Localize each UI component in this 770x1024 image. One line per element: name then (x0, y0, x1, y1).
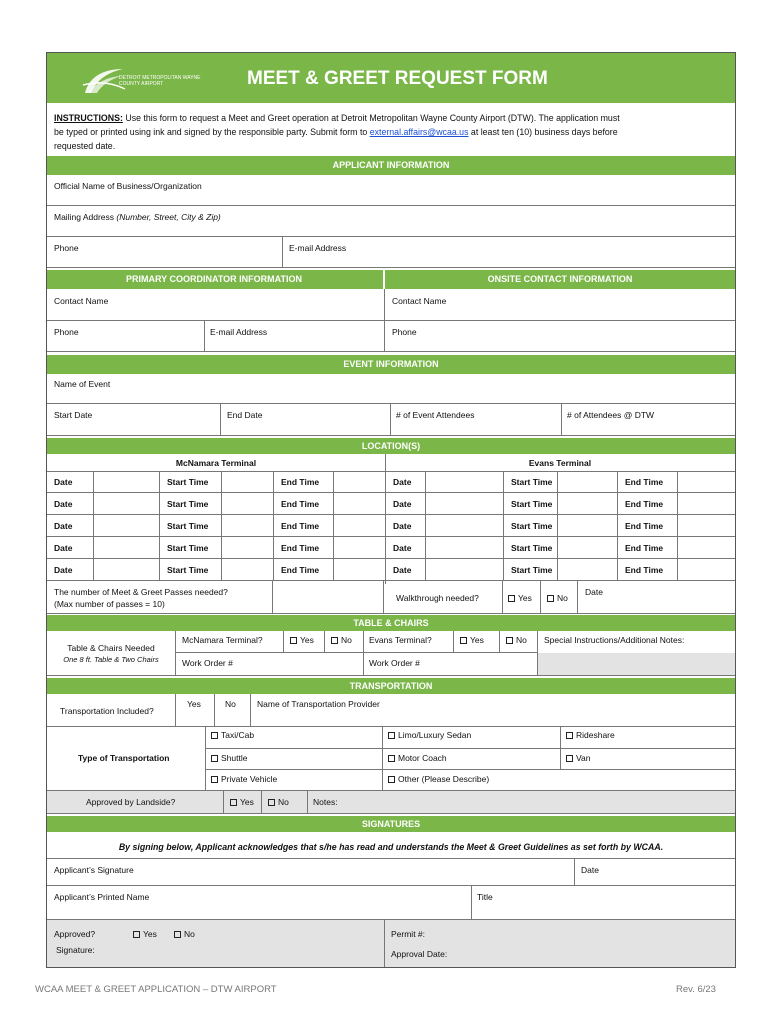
location-input-cell[interactable] (221, 471, 273, 493)
end-label: End Time (617, 537, 677, 559)
start-label: Start Time (503, 471, 557, 493)
checkbox-icon (566, 732, 573, 739)
logo-text-line-2: COUNTY AIRPORT (119, 81, 164, 87)
checkbox-icon (566, 755, 573, 762)
location-input-cell[interactable] (557, 471, 617, 493)
taxi-option[interactable] (211, 730, 254, 741)
instructions (54, 111, 730, 153)
date-label: Date (47, 515, 93, 537)
end-label: End Time (273, 515, 333, 537)
limo-option[interactable] (388, 730, 471, 741)
evans-tables-yes[interactable] (460, 635, 484, 646)
checkbox-icon (174, 931, 181, 938)
location-input-cell[interactable] (677, 537, 735, 559)
end-date-field[interactable]: End Date (227, 410, 263, 420)
event-attendees-field[interactable]: # of Event Attendees (396, 410, 475, 420)
business-name-field[interactable]: Official Name of Business/Organization (54, 181, 202, 191)
location-input-cell[interactable] (425, 515, 503, 537)
evans-heading: Evans Terminal (528, 458, 592, 468)
location-input-cell[interactable] (333, 471, 385, 493)
location-input-cell[interactable] (677, 515, 735, 537)
onsite-contact-heading: ONSITE CONTACT INFORMATION (487, 274, 633, 284)
applicant-phone-field[interactable]: Phone (54, 243, 79, 253)
footer-left: WCAA MEET & GREET APPLICATION – DTW AIRPORT (35, 984, 277, 995)
checkbox-icon (460, 637, 467, 644)
primary-coordinator-heading: PRIMARY COORDINATOR INFORMATION (126, 274, 302, 284)
passes-needed-label (54, 586, 228, 610)
instructions-label: INSTRUCTIONS: (54, 113, 123, 123)
walkthrough-label: Walkthrough needed? (396, 593, 479, 603)
location-input-cell[interactable] (221, 559, 273, 581)
evans-no-label: No (516, 635, 527, 645)
location-input-cell[interactable] (221, 515, 273, 537)
checkbox-icon (133, 931, 140, 938)
email-link[interactable]: external.affairs@wcaa.us (369, 127, 469, 137)
location-input-cell[interactable] (93, 471, 159, 493)
checkbox-icon (331, 637, 338, 644)
approved-yes-label: Yes (143, 929, 157, 939)
checkbox-icon (388, 755, 395, 762)
instructions-text-3: requested date. (54, 141, 116, 151)
event-name-field[interactable]: Name of Event (54, 379, 111, 389)
onsite-phone-field[interactable]: Phone (392, 327, 417, 337)
location-input-cell[interactable] (557, 559, 617, 581)
other-option[interactable] (388, 774, 489, 785)
locations-heading: LOCATION(S) (47, 438, 735, 454)
title-field[interactable]: Title (477, 892, 493, 902)
landside-yes-label: Yes (240, 797, 254, 807)
end-label: End Time (273, 537, 333, 559)
staff-signature-field[interactable]: Signature: (56, 945, 95, 955)
date-label: Date (385, 471, 425, 493)
transport-heading: TRANSPORTATION (47, 678, 735, 694)
limo-label: Limo/Luxury Sedan (398, 730, 472, 740)
start-label: Start Time (503, 559, 557, 581)
permit-number-field[interactable]: Permit #: (391, 929, 426, 939)
start-label: Start Time (503, 515, 557, 537)
start-label: Start Time (159, 471, 221, 493)
location-input-cell[interactable] (93, 515, 159, 537)
location-input-cell[interactable] (93, 537, 159, 559)
approved-no-label: No (184, 929, 195, 939)
approved-label: Approved? (54, 929, 96, 939)
landside-yes[interactable] (230, 797, 254, 808)
checkbox-icon (547, 595, 554, 602)
location-input-cell[interactable] (425, 493, 503, 515)
checkbox-icon (388, 776, 395, 783)
event-heading: EVENT INFORMATION (47, 355, 735, 374)
location-input-cell[interactable] (677, 559, 735, 581)
location-input-cell[interactable] (425, 537, 503, 559)
logo-text-line-1: DETROIT METROPOLITAN WAYNE (119, 75, 201, 81)
mcnamara-yes-label: Yes (300, 635, 314, 645)
van-option[interactable] (566, 753, 591, 764)
start-label: Start Time (159, 559, 221, 581)
instructions-text-2a: be typed or printed using ink and signed by the responsible party. Submit form to (54, 127, 370, 137)
checkbox-icon (211, 776, 218, 783)
location-input-cell[interactable] (221, 493, 273, 515)
signatures-heading: SIGNATURES (47, 816, 735, 832)
form-title: MEET & GREET REQUEST FORM (247, 68, 548, 89)
private-vehicle-label: Private Vehicle (221, 774, 278, 784)
applicant-heading: APPLICANT INFORMATION (47, 156, 735, 175)
table-chairs-hint: One 8 ft. Table & Two Chairs (63, 655, 159, 664)
onsite-contact-name-field[interactable]: Contact Name (392, 296, 447, 306)
location-input-cell[interactable] (557, 515, 617, 537)
checkbox-icon (211, 755, 218, 762)
date-label: Date (385, 537, 425, 559)
mailing-hint: (Number, Street, City & Zip) (114, 212, 221, 222)
end-label: End Time (273, 493, 333, 515)
passes-line-1: The number of Meet & Greet Passes needed? (54, 587, 228, 597)
shaded-cell (538, 653, 735, 675)
taxi-label: Taxi/Cab (221, 730, 255, 740)
evans-tables-question: Evans Terminal? (369, 635, 432, 645)
end-label: End Time (617, 471, 677, 493)
date-label: Date (47, 559, 93, 581)
location-input-cell[interactable] (333, 559, 385, 581)
primary-phone-field[interactable]: Phone (54, 327, 79, 337)
start-label: Start Time (503, 537, 557, 559)
mcnamara-tables-yes[interactable] (290, 635, 314, 646)
date-label: Date (47, 471, 93, 493)
van-label: Van (576, 753, 591, 763)
end-label: End Time (273, 471, 333, 493)
evans-tables-no[interactable] (506, 635, 527, 646)
mcnamara-no-label: No (341, 635, 352, 645)
start-label: Start Time (159, 493, 221, 515)
applicant-email-field[interactable]: E-mail Address (289, 243, 347, 253)
checkbox-icon (388, 732, 395, 739)
landside-no-label: No (278, 797, 289, 807)
start-label: Start Time (159, 537, 221, 559)
signature-statement: By signing below, Applicant acknowledges that s/he has read and understands the Meet & Greet Guidelines as set forth by WCAA. (118, 842, 664, 852)
evans-yes-label: Yes (470, 635, 484, 645)
location-input-cell[interactable] (677, 471, 735, 493)
applicant-signature-field[interactable]: Applicant’s Signature (54, 865, 134, 875)
approved-yes[interactable] (133, 929, 157, 940)
checkbox-icon (230, 799, 237, 806)
private-vehicle-option[interactable] (211, 774, 277, 785)
date-label: Date (47, 537, 93, 559)
mcnamara-work-order[interactable]: Work Order # (182, 658, 233, 668)
transport-provider-field[interactable]: Name of Transportation Provider (257, 699, 380, 709)
location-input-cell[interactable] (557, 493, 617, 515)
walkthrough-no-label: No (557, 593, 568, 603)
end-label: End Time (617, 515, 677, 537)
walkthrough-no[interactable] (547, 593, 568, 604)
approval-date-field[interactable]: Approval Date: (391, 949, 448, 959)
transport-yes[interactable]: Yes (187, 699, 201, 709)
date-label: Date (385, 493, 425, 515)
date-label: Date (385, 559, 425, 581)
table-chairs-needed (47, 642, 175, 666)
location-input-cell[interactable] (333, 515, 385, 537)
date-label: Date (385, 515, 425, 537)
location-input-cell[interactable] (333, 537, 385, 559)
location-input-cell[interactable] (425, 559, 503, 581)
signature-date-field[interactable]: Date (581, 865, 599, 875)
evans-work-order[interactable]: Work Order # (369, 658, 420, 668)
transport-no[interactable]: No (225, 699, 236, 709)
start-date-field[interactable]: Start Date (54, 410, 93, 420)
dtw-attendees-field[interactable]: # of Attendees @ DTW (567, 410, 655, 420)
approved-no[interactable] (174, 929, 195, 940)
end-label: End Time (617, 493, 677, 515)
landside-no[interactable] (268, 797, 289, 808)
shuttle-option[interactable] (211, 753, 247, 764)
mailing-address-field[interactable] (54, 212, 221, 223)
location-input-cell[interactable] (677, 493, 735, 515)
location-input-cell[interactable] (221, 537, 273, 559)
rideshare-label: Rideshare (576, 730, 615, 740)
checkbox-icon (506, 637, 513, 644)
logo-text (119, 75, 201, 87)
printed-name-field[interactable]: Applicant’s Printed Name (54, 892, 150, 902)
walkthrough-date-field[interactable]: Date (585, 587, 603, 597)
mcnamara-tables-question: McNamara Terminal? (182, 635, 263, 645)
passes-line-2: (Max number of passes = 10) (54, 599, 165, 609)
primary-contact-name-field[interactable]: Contact Name (54, 296, 109, 306)
instructions-text-2b: at least ten (10) business days before (468, 127, 618, 137)
checkbox-icon (290, 637, 297, 644)
walkthrough-yes-label: Yes (518, 593, 532, 603)
location-input-cell[interactable] (557, 537, 617, 559)
start-label: Start Time (503, 493, 557, 515)
landside-notes-field[interactable]: Notes: (313, 797, 338, 807)
start-label: Start Time (159, 515, 221, 537)
other-label: Other (Please Describe) (398, 774, 490, 784)
special-instructions-field[interactable]: Special Instructions/Additional Notes: (544, 635, 685, 645)
mailing-label: Mailing Address (54, 212, 115, 222)
passes-input[interactable] (273, 582, 383, 612)
landside-label: Approved by Landside? (86, 797, 176, 807)
checkbox-icon (211, 732, 218, 739)
shuttle-label: Shuttle (221, 753, 248, 763)
walkthrough-yes[interactable] (508, 593, 532, 604)
meet-greet-form (46, 52, 736, 968)
location-input-cell[interactable] (93, 493, 159, 515)
date-label: Date (47, 493, 93, 515)
location-input-cell[interactable] (93, 559, 159, 581)
motor-coach-label: Motor Coach (398, 753, 447, 763)
table-chairs-label: Table & Chairs Needed (67, 643, 155, 653)
location-input-cell[interactable] (425, 471, 503, 493)
instructions-text-1: Use this form to request a Meet and Greet operation at Detroit Metropolitan Wayne County Airport (DTW). The application must (122, 113, 620, 123)
location-input-cell[interactable] (333, 493, 385, 515)
checkbox-icon (508, 595, 515, 602)
transport-type-label: Type of Transportation (78, 753, 170, 763)
rideshare-option[interactable] (566, 730, 615, 741)
footer-right: Rev. 6/23 (676, 984, 716, 995)
checkbox-icon (268, 799, 275, 806)
end-label: End Time (273, 559, 333, 581)
tables-heading: TABLE & CHAIRS (47, 615, 735, 631)
mcnamara-heading: McNamara Terminal (175, 458, 257, 468)
primary-email-field[interactable]: E-mail Address (210, 327, 268, 337)
mcnamara-tables-no[interactable] (331, 635, 352, 646)
end-label: End Time (617, 559, 677, 581)
motor-coach-option[interactable] (388, 753, 447, 764)
transport-included-label: Transportation Included? (60, 706, 154, 716)
